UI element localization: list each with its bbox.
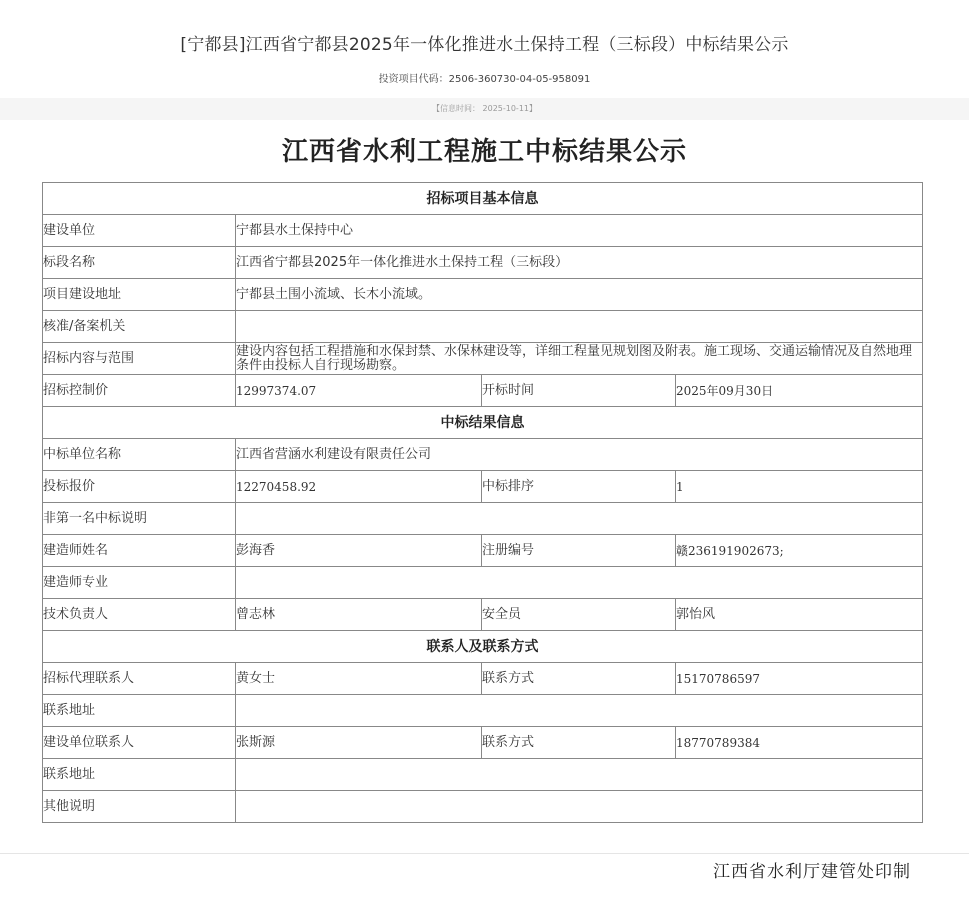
document-title: 江西省水利工程施工中标结果公示 (281, 137, 687, 167)
non-first-label: 非第一名中标说明 (43, 503, 236, 535)
table-row (43, 503, 923, 535)
builder-phone-label: 联系方式 (482, 727, 676, 759)
table-row (43, 791, 923, 823)
builder-address-label: 联系地址 (43, 759, 236, 791)
builder-contact-value: 张斯源 (236, 727, 482, 759)
tech-lead-value: 曾志林 (236, 599, 482, 631)
control-price-label: 招标控制价 (43, 375, 236, 407)
rank-label: 中标排序 (482, 471, 676, 503)
reg-no-label: 注册编号 (482, 535, 676, 567)
announcement-table (42, 182, 923, 823)
other-value (236, 791, 923, 823)
table-row (43, 663, 923, 695)
agent-phone-value: 15170786597 (676, 663, 923, 695)
project-code: 投资项目代码：2506-360730-04-05-958091 (378, 74, 591, 85)
winner-value: 江西省营涵水利建设有限责任公司 (236, 439, 923, 471)
table-row (43, 439, 923, 471)
section-header-row (43, 407, 923, 439)
table-row (43, 247, 923, 279)
section-header-row (43, 183, 923, 215)
table-row (43, 311, 923, 343)
open-time-value: 2025年09月30日 (676, 375, 923, 407)
info-time-bar (0, 98, 969, 120)
engineer-name-label: 建造师姓名 (43, 535, 236, 567)
table-row (43, 727, 923, 759)
reg-no-value: 赣236191902673; (676, 535, 923, 567)
section-header-row (43, 631, 923, 663)
section-name-label: 标段名称 (43, 247, 236, 279)
approval-value (236, 311, 923, 343)
builder-contact-label: 建设单位联系人 (43, 727, 236, 759)
rank-value: 1 (676, 471, 923, 503)
non-first-value (236, 503, 923, 535)
section-contact-header: 联系人及联系方式 (43, 631, 923, 663)
address-label: 项目建设地址 (43, 279, 236, 311)
agent-address-label: 联系地址 (43, 695, 236, 727)
section-name-value: 江西省宁都县2025年一体化推进水土保持工程（三标段） (236, 247, 923, 279)
builder-phone-value: 18770789384 (676, 727, 923, 759)
section-result-header: 中标结果信息 (43, 407, 923, 439)
table-row (43, 279, 923, 311)
winner-label: 中标单位名称 (43, 439, 236, 471)
address-value: 宁都县土围小流域、长木小流域。 (236, 279, 923, 311)
builder-label: 建设单位 (43, 215, 236, 247)
agent-phone-label: 联系方式 (482, 663, 676, 695)
table-row (43, 343, 923, 375)
engineer-major-label: 建造师专业 (43, 567, 236, 599)
table-row (43, 375, 923, 407)
scope-label: 招标内容与范围 (43, 343, 236, 375)
builder-value: 宁都县水土保持中心 (236, 215, 923, 247)
other-label: 其他说明 (43, 791, 236, 823)
table-row (43, 599, 923, 631)
table-row (43, 215, 923, 247)
safety-value: 郭怡风 (676, 599, 923, 631)
tech-lead-label: 技术负责人 (43, 599, 236, 631)
table-row (43, 695, 923, 727)
engineer-major-value (236, 567, 923, 599)
control-price-value: 12997374.07 (236, 375, 482, 407)
table-row (43, 759, 923, 791)
info-time: 【信息时间： 2025-10-11】 (431, 104, 538, 113)
footer-text: 江西省水利厅建管处印制 (713, 862, 911, 882)
open-time-label: 开标时间 (482, 375, 676, 407)
bid-price-label: 投标报价 (43, 471, 236, 503)
scope-value: 建设内容包括工程措施和水保封禁、水保林建设等，详细工程量见规划图及附表。施工现场、交通运输情况及自然地理条件由投标人自行现场勘察。 (236, 343, 923, 375)
bid-price-value: 12270458.92 (236, 471, 482, 503)
agent-contact-value: 黄女士 (236, 663, 482, 695)
engineer-name-value: 彭海香 (236, 535, 482, 567)
approval-label: 核准/备案机关 (43, 311, 236, 343)
section-basic-header: 招标项目基本信息 (43, 183, 923, 215)
table-row (43, 567, 923, 599)
table-row (43, 535, 923, 567)
page-title: [宁都县]江西省宁都县2025年一体化推进水土保持工程（三标段）中标结果公示 (180, 35, 789, 55)
builder-address-value (236, 759, 923, 791)
agent-address-value (236, 695, 923, 727)
agent-contact-label: 招标代理联系人 (43, 663, 236, 695)
table-row (43, 471, 923, 503)
safety-label: 安全员 (482, 599, 676, 631)
footer-divider (0, 853, 969, 854)
